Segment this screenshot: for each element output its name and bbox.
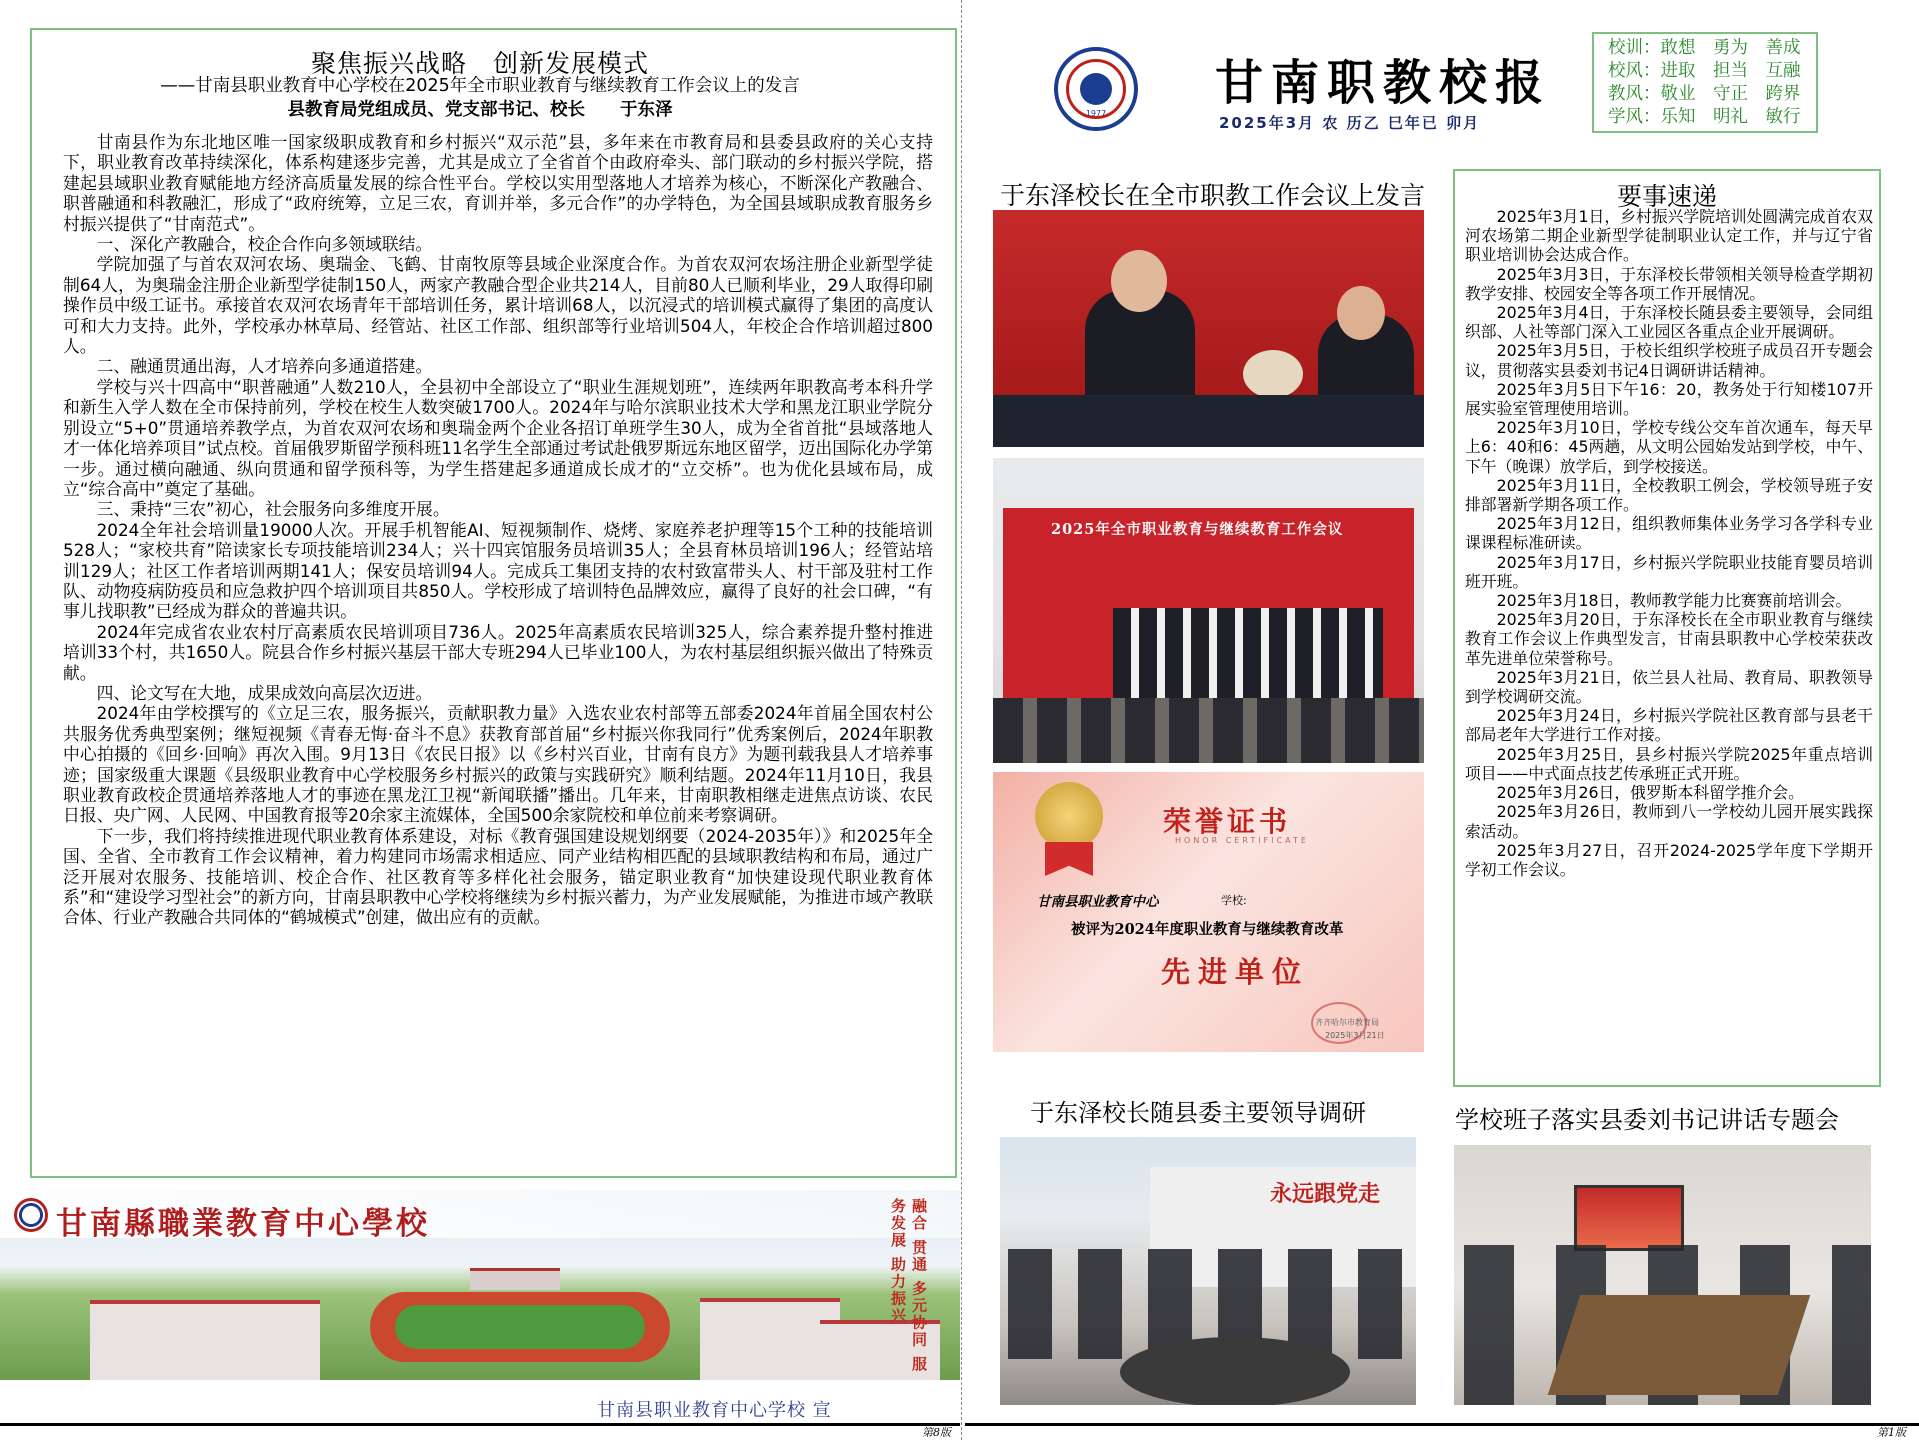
- news-item: 2025年3月25日，县乡村振兴学院2025年重点培训项目——中式面点技艺传承班正式开班。: [1465, 744, 1873, 783]
- award-ceremony-photo: [993, 458, 1424, 763]
- conference-banner-text: 2025年全市职业教育与继续教育工作会议: [1051, 521, 1344, 538]
- campus-building: [90, 1300, 320, 1380]
- article-paragraph: 2024年完成省农业农村厅高素质农民培训项目736人。2025年高素质农民培训325人，综合素养提升整村推进培训33个村，共1650人。院县合作乡村振兴基层干部大专班294人已毕业100人，为农村基层组织振兴做出了特殊贡献。: [63, 621, 933, 683]
- audience: [993, 698, 1424, 763]
- right-page-1: [965, 0, 1919, 1440]
- article-paragraph: 学院加强了与首农双河农场、奥瑞金、飞鹤、甘南牧原等县域企业深度合作。为首农双河农场注册企业新型学徒制64人，为奥瑞金注册企业新型学徒制150人，两家产教融合型企业共214人，目前80人已顺利毕业，29人取得印刷操作员中级工证书。承接首农双河农场青年干部培训任务，累计培训68人，以沉浸式的培训模式赢得了集团的高度认可和大力支持。此外，学校承办林草局、经管站、社区工作部、组织部等行业培训504人，年校企合作培训超过800人。: [63, 254, 933, 357]
- news-item: 2025年3月27日，召开2024-2025学年度下学期开学初工作会议。: [1465, 840, 1873, 879]
- news-item: 2025年3月17日，乡村振兴学院职业技能育婴员培训班开班。: [1465, 552, 1873, 591]
- news-item: 2025年3月3日，于东泽校长带领相关领导检查学期初教学安排、校园安全等各项工作开展情况。: [1465, 264, 1873, 303]
- speech-photo: [993, 210, 1424, 447]
- oval-table: [1120, 1337, 1350, 1405]
- school-logo-icon: [14, 1198, 48, 1232]
- news-item: 2025年3月1日，乡村振兴学院培训处圆满完成首农双河农场第二期企业新型学徒制职业认定工作，并与辽宁省职业培训协会达成合作。: [1465, 207, 1873, 265]
- article-paragraph: 下一步，我们将持续推进现代职业教育体系建设，对标《教育强国建设规划纲要（2024-2035年）》和2025年全国、全省、全市教育工作会议精神，着力构建同市场需求相适应、同产业结构相匹配的县域职教结构和布局，通过广泛开展对农服务、技能培训、校企合作、社区教育等多样化社会服务，锚定职业教育“加快建设现代职业教育体系”和“建设学习型社会”的新方向，甘南县职教中心学校将继续为乡村振兴蓄力，为产业发展赋能，为推进市域产教联合体、行业产教融合共同体的“鹤城模式”创建，做出应有的贡献。: [63, 825, 933, 928]
- motto-line: [1608, 60, 1816, 83]
- campus-building: [470, 1268, 560, 1290]
- certificate-recipient-suffix: 学校:: [1221, 894, 1247, 907]
- certificate-award: 先进单位: [1161, 955, 1310, 989]
- article-body: [63, 132, 933, 928]
- news-item: 2025年3月20日，于东泽校长在全市职业教育与继续教育工作会议上作典型发言，甘南县职教中心学校荣获改革先进单位荣誉称号。: [1465, 610, 1873, 668]
- emblem-core: [1080, 73, 1112, 105]
- projection-screen: [1574, 1185, 1684, 1251]
- article-paragraph: 2024全年社会培训量19000人次。开展手机智能AI、短视频制作、烧烤、家庭养老护理等15个工种的技能培训528人；“家校共育”陪读家长专项技能培训234人；兴十四宾馆服务员培训35人；全县育林员培训196人；经管站培训129人；社区工作者培训两期141人；保安员培训94人。完成兵工集团支持的农村致富带头人、村干部及驻村工作队、动物疫病防疫员和应急救护四个培训项目共850人。学校形成了培训特色品牌效应，赢得了良好的社会口碑，“有事儿找职教”已经成为群众的普遍共识。: [63, 519, 933, 622]
- news-item: 2025年3月11日，全校教职工例会，学校领导班子安排部署新学期各项工作。: [1465, 475, 1873, 515]
- motto-label: 学风：: [1608, 107, 1661, 127]
- article-paragraph: 学校与兴十四高中“职普融通”人数210人，全县初中全部设立了“职业生涯规划班”，连续两年职教高考本科升学和新生入学人数在全市保持前列，学校在校生人数突破1700人。2024年与哈尔滨职业技术大学和黑龙江职业学院分别设立“5+0”贯通培养教学点，为首农双河农场和奥瑞金两个企业各招订单班学生30人，成为全省首批“县域落地人才一体化培养项目”试点校。首届俄罗斯留学预科班11名学生全部通过考试赴俄罗斯远东地区留学，迈出国际化办学第一步。通过横向融通、纵向贯通和留学预科等，为学生搭建起多通道成长成才的“立交桥”。也为优化县域布局，成立“综合高中”奠定了基础。: [63, 376, 933, 499]
- news-item: 2025年3月21日，依兰县人社局、教育局、职教领导到学校调研交流。: [1465, 667, 1873, 707]
- certificate-date: 2025年3月21日: [1325, 1031, 1385, 1040]
- motto-value: 进取 担当 互融: [1660, 61, 1801, 81]
- news-item: 2025年3月12日，组织教师集体业务学习各学科专业课课程标准研读。: [1465, 514, 1873, 553]
- publisher-credit: 甘南县职业教育中心学校 宣: [597, 1400, 832, 1421]
- headline-meeting: 学校班子落实县委刘书记讲话专题会: [1455, 1106, 1839, 1134]
- motto-label: 教风：: [1608, 84, 1661, 104]
- news-item: 2025年3月4日，于东泽校长随县委主要领导，会同组织部、人社等部门深入工业园区各重点企业开展调研。: [1465, 303, 1873, 342]
- motto-label: 校风：: [1608, 61, 1661, 81]
- motto-label: 校训：: [1608, 38, 1661, 58]
- headline-main: 于东泽校长在全市职教工作会议上发言: [1000, 181, 1426, 210]
- medal-icon: [1035, 782, 1103, 850]
- conference-table: [993, 395, 1424, 447]
- motto-line: [1608, 37, 1816, 60]
- motto-value: 敬业 守正 跨界: [1660, 84, 1801, 104]
- school-motto-box: [1592, 32, 1818, 133]
- campus-banner-photo: [0, 1190, 960, 1380]
- motto-line: [1608, 83, 1816, 106]
- meeting-table: [1548, 1295, 1810, 1395]
- ribbon-icon: [1045, 842, 1093, 876]
- campus-school-name: 甘南縣職業教育中心學校: [56, 1206, 430, 1242]
- certificate-issuer: 齐齐哈尔市教育局: [1315, 1018, 1379, 1027]
- page-number: 第8版: [922, 1426, 951, 1439]
- footer-rule: [965, 1423, 1919, 1426]
- meeting-photo: [1454, 1145, 1871, 1405]
- article-heading: 一、深化产教融合，校企合作向多领域联结。: [96, 234, 433, 255]
- certificate-title: 荣誉证书: [1163, 805, 1292, 838]
- headline-survey: 于东泽校长随县委主要领导调研: [1030, 1099, 1366, 1127]
- article-paragraph: 2024年由学校撰写的《立足三农，服务振兴，贡献职教力量》入选农业农村部等五部委2024年首届全国农村公共服务优秀典型案例；继短视频《青春无悔·奋斗不息》获教育部首届“乡村振兴你我同行”优秀案例后，2024年职教中心拍摄的《回乡·回响》再次入围。9月13日《农民日报》以《乡村兴百业，甘南有良方》为题刊载我县人才培养事迹；国家级重大课题《县级职业教育中心学校服务乡村振兴的政策与实践研究》顺利结题。2024年11月10日，我县职业教育政校企贯通培养落地人才的事迹在黑龙江卫视“新闻联播”播出。几年来，甘南职教相继走进焦点访谈、农民日报、央广网、人民网、中国教育报等20余家主流媒体，全国500余家院校和单位前来考察调研。: [63, 703, 933, 826]
- campus-slogan: 融合 贯通 多元协同 服务发展 助力振兴: [889, 1198, 928, 1373]
- article-subtitle: ——甘南县职业教育中心学校在2025年全市职业教育与继续教育工作会议上的发言: [160, 76, 800, 96]
- news-item: 2025年3月26日，俄罗斯本科留学推介会。: [1496, 783, 1804, 803]
- motto-value: 敢想 勇为 善成: [1660, 38, 1801, 58]
- news-item: 2025年3月18日，教师教学能力比赛赛前培训会。: [1496, 591, 1852, 611]
- certificate-text: 被评为2024年度职业教育与继续教育改革: [1071, 921, 1344, 938]
- campus-building: [700, 1298, 840, 1380]
- awardees-row: [1113, 608, 1383, 700]
- school-emblem-icon: [1054, 47, 1138, 131]
- news-item: 2025年3月26日，教师到八一学校幼儿园开展实践探索活动。: [1465, 802, 1873, 841]
- honor-certificate-photo: [993, 772, 1424, 1052]
- certificate-recipient: 甘南县职业教育中心: [1037, 894, 1159, 910]
- article-heading: 三、秉持“三农”初心，社会服务向多维度开展。: [96, 499, 450, 520]
- survey-photo: [1000, 1137, 1416, 1405]
- news-item: 2025年3月10日，学校专线公交车首次通车，每天早上6：40和6：45两趟，从文明公园始发站到学校，中午、下午（晚课）放学后，到学校接送。: [1465, 418, 1873, 476]
- news-item: 2025年3月5日下午16：20，教务处于行知楼107开展实验室管理使用培训。: [1465, 379, 1873, 419]
- emblem-year: 1977: [1085, 109, 1107, 118]
- article-heading: 四、论文写在大地，成果成效向高层次迈进。: [96, 682, 433, 703]
- news-brief-list: [1465, 207, 1873, 879]
- motto-value: 乐知 明礼 敏行: [1660, 107, 1801, 127]
- news-item: 2025年3月24日，乡村振兴学院社区教育部与县老干部局老年大学进行工作对接。: [1465, 706, 1873, 745]
- news-brief-box: [1453, 169, 1881, 1087]
- page-number: 第1版: [1877, 1426, 1906, 1439]
- center-fold-divider: [961, 0, 962, 1440]
- sports-field: [395, 1305, 645, 1349]
- news-brief-title: 要事速递: [1616, 182, 1717, 211]
- newspaper-title: 甘南职教校报: [1215, 55, 1552, 111]
- certificate-title-en: HONOR CERTIFICATE: [1175, 836, 1309, 845]
- wall-slogan: 永远跟党走: [1270, 1181, 1381, 1207]
- article-heading: 二、融通贯通出海，人才培养向多通道搭建。: [96, 356, 433, 377]
- article-title: 聚焦振兴战略 创新发展模式: [310, 49, 649, 78]
- motto-line: [1608, 106, 1816, 129]
- attendee-head: [1337, 286, 1385, 340]
- news-item: 2025年3月5日，于校长组织学校班子成员召开专题会议，贯彻落实县委刘书记4日调研讲话精神。: [1465, 341, 1873, 380]
- issue-date: 2025年3月 农 历乙 巳年已 卯月: [1219, 114, 1481, 132]
- speaker-head: [1111, 250, 1167, 312]
- article-paragraph: 甘南县作为东北地区唯一国家级职成教育和乡村振兴“双示范”县，多年来在市教育局和县委县政府的关心支持下，职业教育改革持续深化，体系构建逐步完善，尤其是成立了全省首个由政府牵头、部门联动的乡村振兴学院，搭建起县域职业教育赋能地方经济高质量发展的综合性平台。学校以实用型落地人才培养为核心，不断深化产教融合、职普融通和科教融汇，形成了“政府统筹，立足三农，育训并举，多元合作”的办学特色，为全国县域职成教育服务乡村振兴提供了“甘南范式”。: [63, 132, 933, 234]
- table-flowers: [1243, 350, 1303, 398]
- article-author: 县教育局党组成员、党支部书记、校长 于东泽: [287, 100, 673, 120]
- footer-rule: [0, 1423, 960, 1426]
